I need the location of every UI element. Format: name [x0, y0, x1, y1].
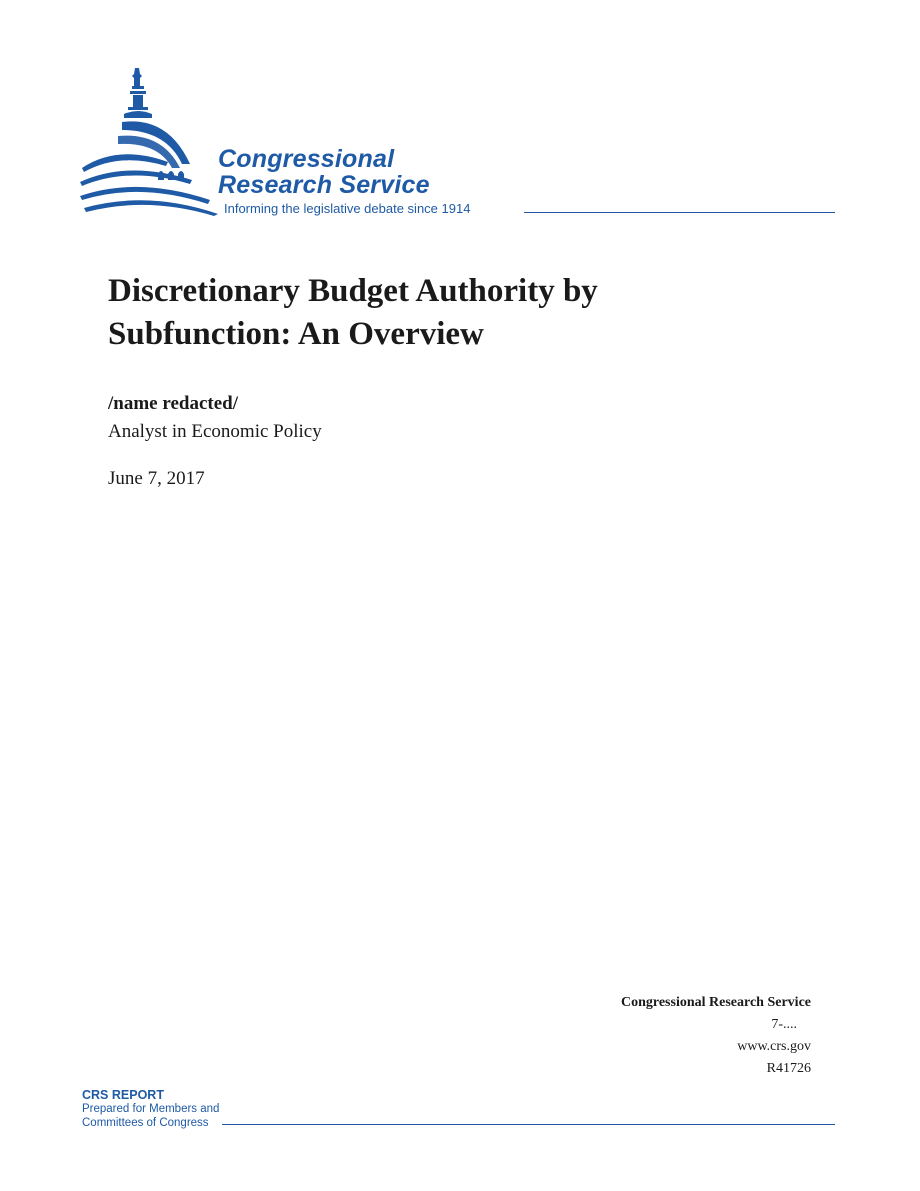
report-date: June 7, 2017: [108, 468, 205, 489]
footer-rule: [222, 1124, 835, 1125]
publisher-block: [621, 992, 811, 1080]
footer-title: CRS REPORT: [82, 1088, 164, 1102]
author-name: /name redacted/: [108, 393, 238, 414]
report-title-line2: Subfunction: An Overview: [108, 316, 484, 352]
brand-name-line1: Congressional: [218, 145, 395, 173]
brand-name-line2: Research Service: [218, 171, 430, 199]
publisher-name: Congressional Research Service: [620, 995, 811, 1010]
footer-report-label: [82, 1088, 219, 1130]
footer-line1: Prepared for Members and: [82, 1103, 220, 1115]
report-title-line1: Discretionary Budget Authority by: [108, 273, 598, 309]
header-rule: [524, 212, 835, 213]
report-title: [108, 270, 728, 356]
capitol-dome-icon: [78, 64, 228, 216]
brand-tagline: Informing the legislative debate since 1914: [224, 201, 471, 216]
report-id: R41726: [766, 1061, 811, 1076]
footer-line2: Committees of Congress: [82, 1117, 209, 1129]
publisher-website[interactable]: www.crs.gov: [737, 1039, 811, 1054]
publisher-number: 7-....: [771, 1017, 797, 1032]
author-role: Analyst in Economic Policy: [108, 421, 322, 442]
